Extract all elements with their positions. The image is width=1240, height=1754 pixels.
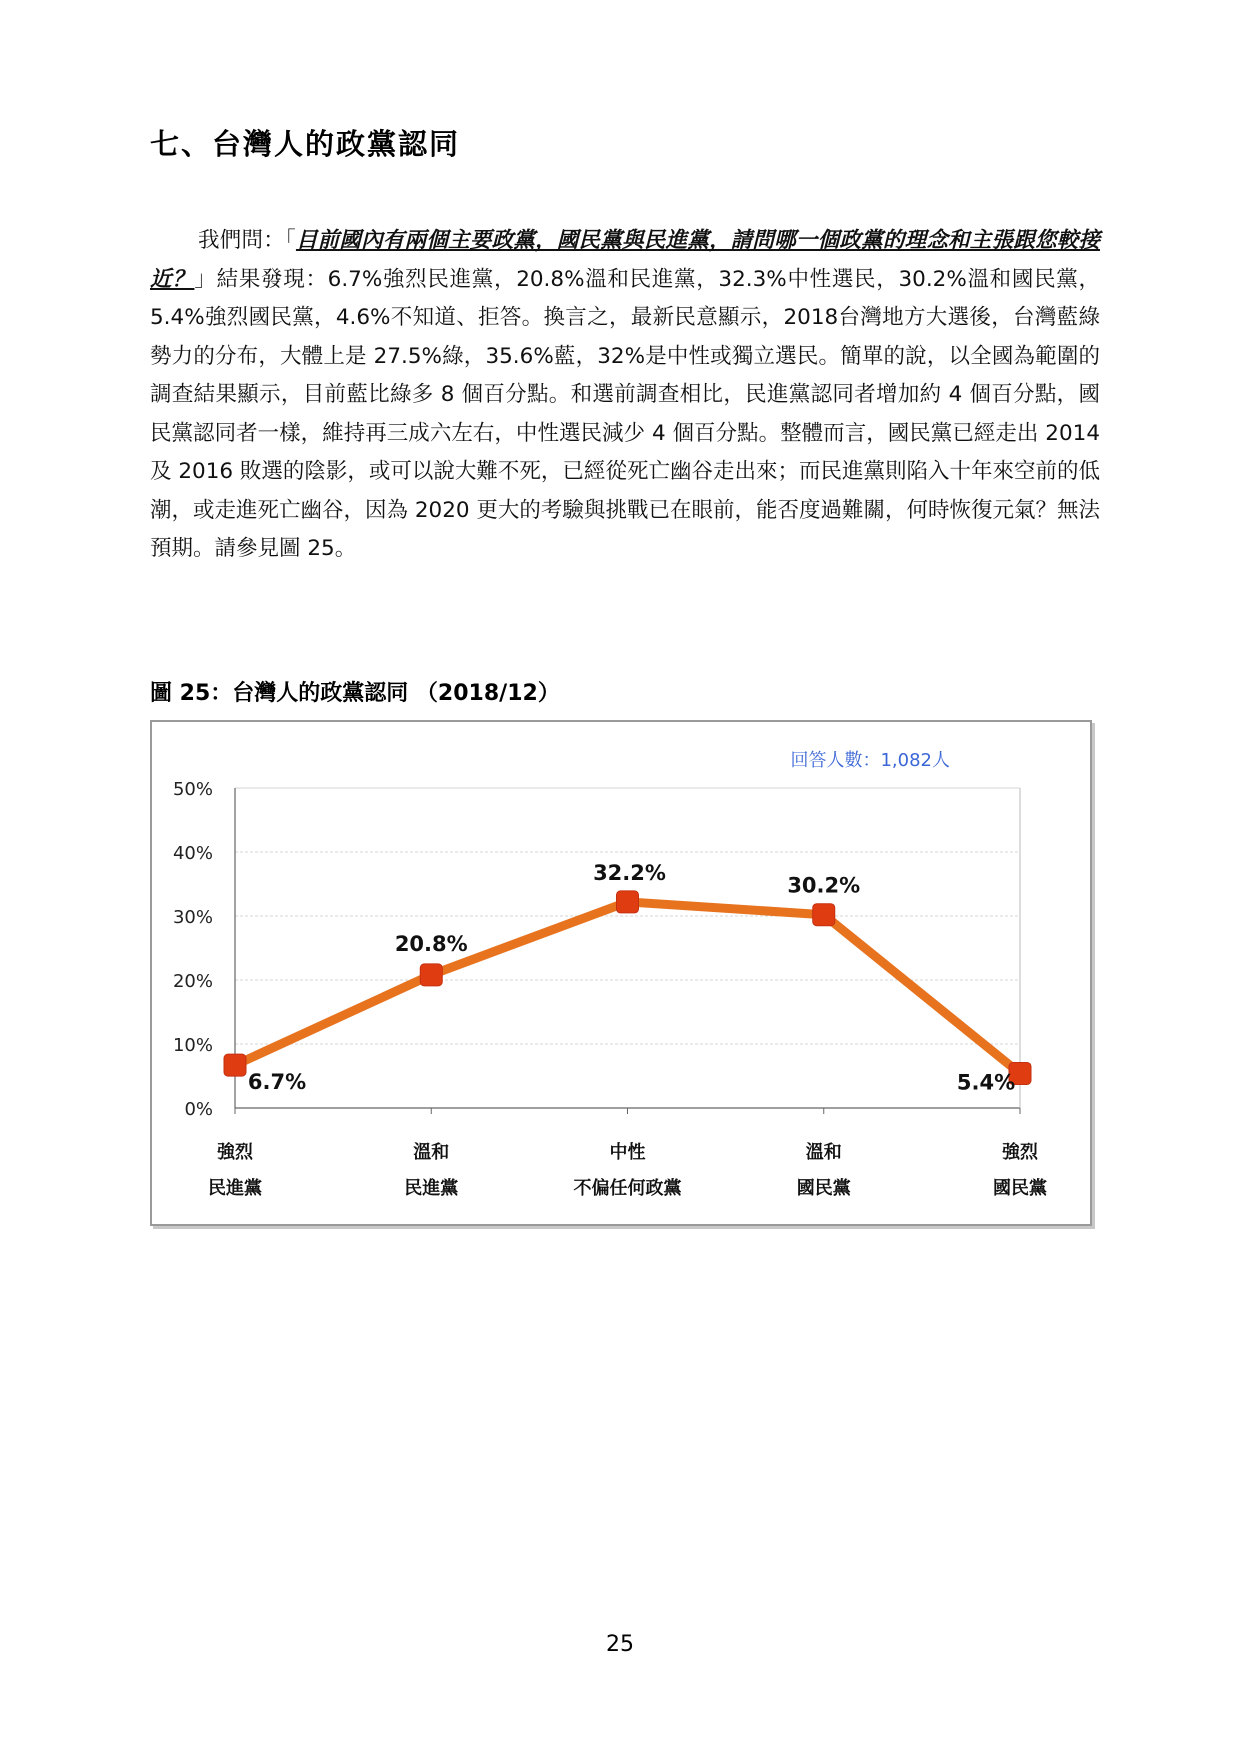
paragraph-rest: 」結果發現：6.7%強烈民進黨，20.8%溫和民進黨，32.3%中性選民，30.2%溫和國民黨，5.4%強烈國民黨，4.6%不知道、拒答。換言之，最新民意顯示，2018台灣地方大選後，台灣藍綠勢力的分布，大體上是 27.5%綠，35.6%藍，32%是中性或獨立選民。簡單的說，以全國為範圍的調查結果顯示，目前藍比綠多 8 個百分點。和選前調查相比，民進黨認同者增加約 4 個百分點，國民黨認同者一樣，維持再三成六左右，中性選民減少 4 個百分點。整體而言，國民黨已經走出 2014 及 2016 敗選的陰影，或可以說大難不死，已經從死亡幽谷走出來；而民進黨則陷入十年來空前的低潮，或走進死亡幽谷，因為 2020 更大的考驗與挑戰已在眼前，能否度過難關，何時恢復元氣？無法預期。請參見圖 25。 — [150, 266, 1100, 561]
y-tick-label: 20% — [172, 971, 213, 992]
x-category-label: 溫和 — [805, 1142, 842, 1163]
x-category-label: 中性 — [609, 1142, 646, 1163]
data-label: 5.4% — [956, 1070, 1016, 1095]
data-point-marker — [224, 1054, 246, 1076]
chart-frame — [150, 720, 1092, 1226]
section-title: 七、台灣人的政黨認同 — [150, 127, 461, 161]
paragraph-lead: 我們問：「 — [198, 228, 296, 253]
y-tick-label: 30% — [172, 907, 213, 928]
figure-caption: 圖 25：台灣人的政黨認同 （2018/12） — [150, 681, 560, 706]
data-label: 30.2% — [787, 873, 861, 898]
data-point-marker — [617, 891, 639, 913]
data-label: 6.7% — [247, 1070, 307, 1095]
x-category-label: 民進黨 — [208, 1178, 262, 1199]
survey-question: 目前國內有兩個主要政黨，國民黨與民進黨，請問哪一個政黨的理念和主張跟您較接近？ — [150, 228, 1100, 292]
y-tick-label: 50% — [172, 779, 213, 800]
y-tick-label: 10% — [172, 1035, 213, 1056]
x-category-label: 強烈 — [217, 1142, 253, 1163]
line-chart — [152, 722, 1090, 1224]
x-category-label: 強烈 — [1002, 1142, 1038, 1163]
data-label: 32.2% — [593, 860, 666, 885]
y-tick-label: 0% — [184, 1099, 213, 1120]
body-paragraph — [150, 222, 1100, 569]
x-category-label: 溫和 — [413, 1142, 450, 1163]
x-category-label: 國民黨 — [993, 1178, 1047, 1199]
x-category-label: 國民黨 — [796, 1178, 851, 1199]
respondent-count-note: 回答人數：1,082人 — [790, 750, 950, 771]
page-number: 25 — [606, 1632, 634, 1657]
data-point-marker — [813, 904, 835, 926]
data-label: 20.8% — [394, 931, 468, 956]
series-line — [235, 902, 1020, 1074]
x-category-label: 不偏任何政黨 — [573, 1178, 682, 1199]
x-category-label: 民進黨 — [404, 1178, 459, 1199]
data-point-marker — [420, 964, 442, 986]
y-tick-label: 40% — [172, 843, 213, 864]
